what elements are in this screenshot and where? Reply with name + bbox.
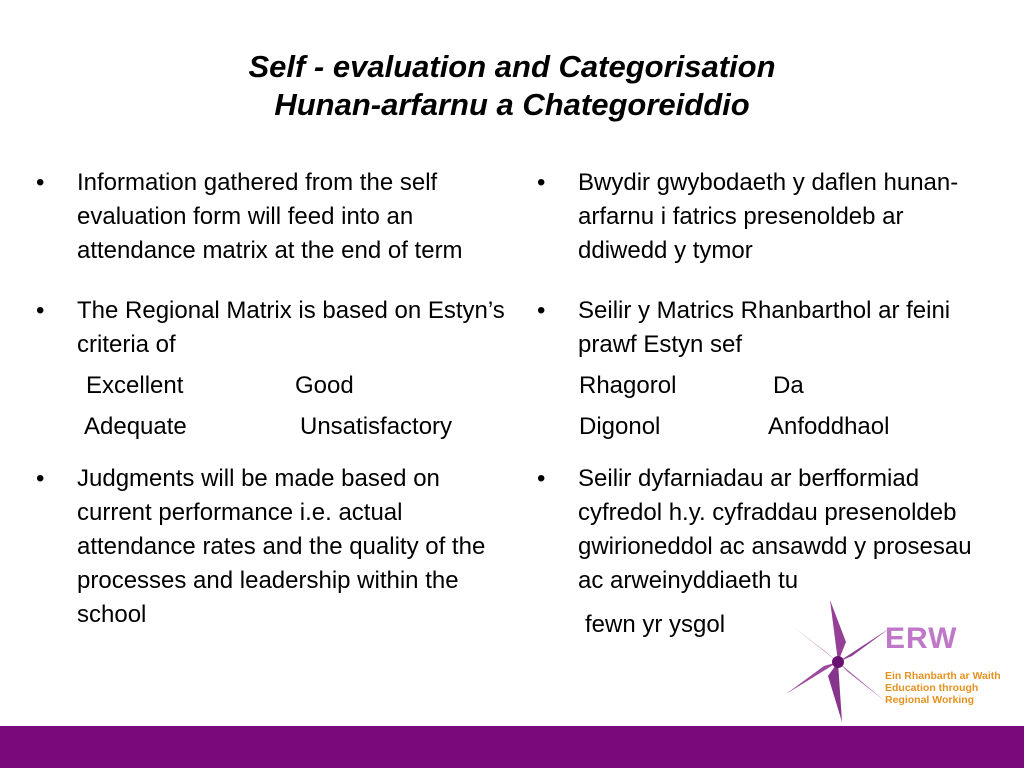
logo-line: Regional Working: [885, 694, 975, 706]
criteria-good: Good: [295, 372, 354, 399]
title-welsh: Hunan-arfarnu a Chategoreiddio: [274, 87, 750, 122]
title-english: Self - evaluation and Categorisation: [248, 49, 776, 84]
english-column: [36, 166, 506, 632]
bullet-text: Judgments will be made based on current performance i.e. actual attendance rates and the quality of the processes and leadership within the school: [77, 465, 486, 628]
logo-line: Education through: [885, 682, 979, 694]
bullet-text: Bwydir gwybodaeth y daflen hunan-arfarnu i fatrics presenoldeb ar ddiwedd y tymor: [578, 169, 959, 264]
bullet-text: Seilir dyfarniadau ar berfformiad cyfredol h.y. cyfraddau presenoldeb gwirioneddol ac ansawdd y prosesau ac arweinyddiaeth tu: [578, 465, 972, 594]
bullet-text: Information gathered from the self evaluation form will feed into an attendance matrix at the end of term: [77, 169, 463, 264]
footer-bar: [0, 726, 1024, 768]
list-item: [36, 294, 506, 362]
criteria-anfoddhaol: Anfoddhaol: [768, 413, 890, 440]
bullet-marker: •: [537, 169, 546, 196]
bullet-marker: •: [36, 297, 45, 324]
criteria-levels: [36, 369, 506, 444]
criteria-adequate: Adequate: [84, 413, 187, 440]
criteria-row: [36, 410, 506, 444]
bullet-marker: •: [537, 465, 546, 492]
list-item: [537, 294, 977, 362]
bullet-marker: •: [36, 465, 45, 492]
list-item: [36, 462, 506, 632]
bullet-marker: •: [537, 297, 546, 324]
bullet-text: The Regional Matrix is based on Estyn’s criteria of: [77, 297, 505, 358]
criteria-unsatisfactory: Unsatisfactory: [300, 413, 453, 440]
criteria-row: [537, 410, 977, 444]
logo-name: ERW: [885, 622, 958, 655]
erw-logo: [782, 598, 1012, 724]
criteria-levels: [537, 369, 977, 444]
criteria-row: [537, 369, 977, 403]
criteria-row: [36, 369, 506, 403]
criteria-excellent: Excellent: [86, 372, 184, 399]
star-flower-icon: [782, 598, 892, 724]
bullet-marker: •: [36, 169, 45, 196]
slide-title: [0, 48, 1024, 124]
list-item: [537, 462, 977, 598]
criteria-digonol: Digonol: [579, 413, 661, 440]
welsh-column: [537, 166, 977, 642]
bullet-text: Seilir y Matrics Rhanbarthol ar feini prawf Estyn sef: [578, 297, 951, 358]
logo-line: Ein Rhanbarth ar Waith: [885, 670, 1001, 682]
criteria-da: Da: [773, 372, 804, 399]
list-item: [36, 166, 506, 268]
criteria-rhagorol: Rhagorol: [579, 372, 677, 399]
list-item: [537, 166, 977, 268]
bullet-continuation: fewn yr ysgol: [585, 611, 726, 638]
